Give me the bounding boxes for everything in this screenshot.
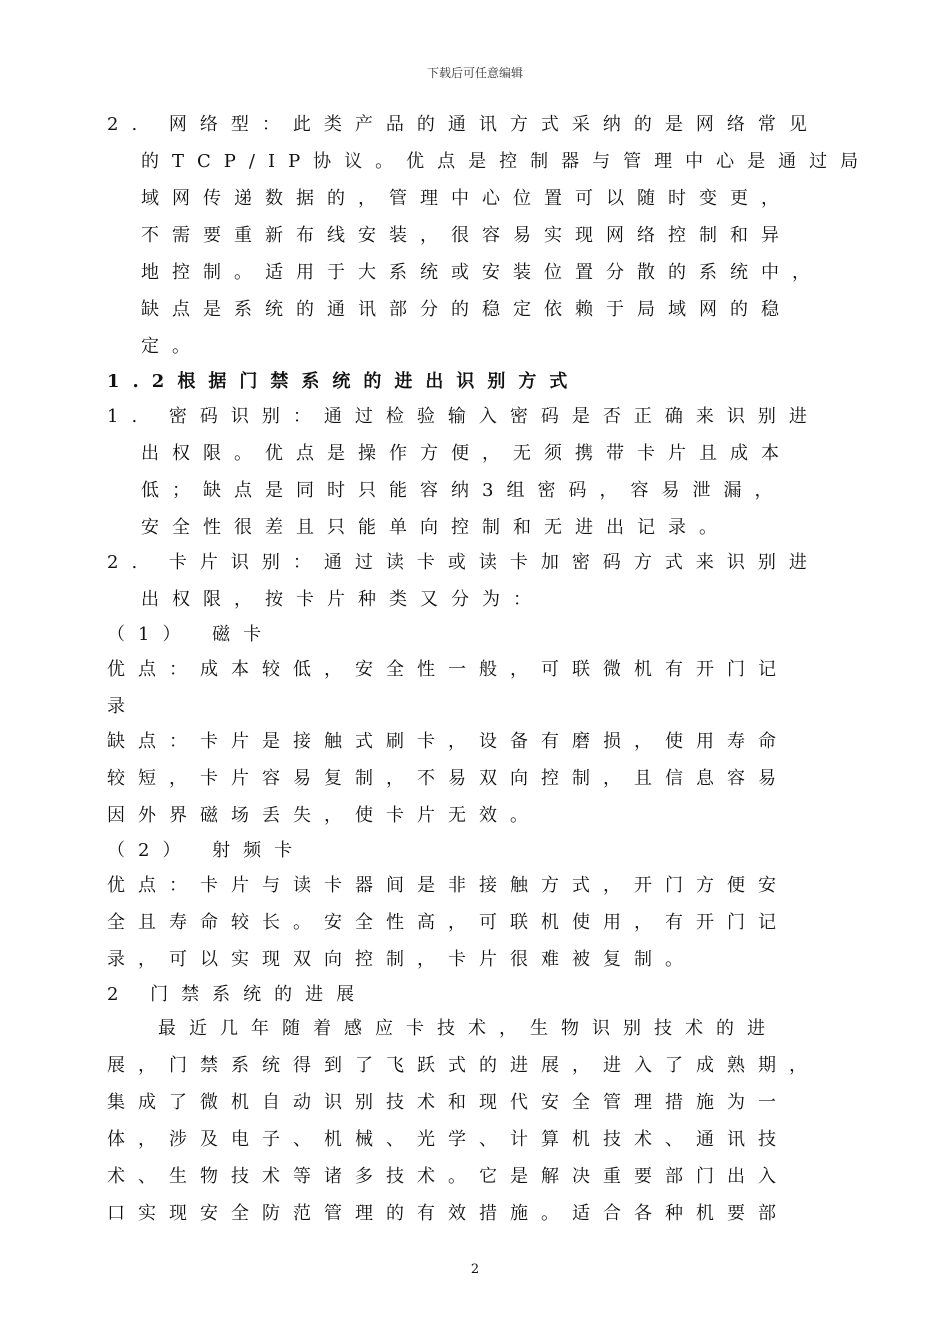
text-line: 口实现安全防范管理的有效措施。适合各种机要部	[107, 1203, 789, 1224]
text-line: 1. 密码识别：通过检验输入密码是否正确来识别进	[107, 406, 820, 427]
text-line: 缺点：卡片是接触式刷卡，设备有磨损，使用寿命	[107, 731, 789, 752]
text-line: 安全性很差且只能单向控制和无进出记录。	[141, 517, 730, 538]
section-heading: 1.2根据门禁系统的进出识别方式	[107, 371, 581, 392]
text-line: 定。	[141, 336, 203, 357]
subheading: （2） 射频卡	[107, 840, 306, 861]
text-line: 集成了微机自动识别技术和现代安全管理措施为一	[107, 1092, 789, 1113]
text-line: 出权限。优点是操作方便，无须携带卡片且成本	[141, 443, 792, 464]
text-line: 缺点是系统的通讯部分的稳定依赖于局域网的稳	[141, 299, 792, 320]
text-line: 录	[107, 696, 138, 717]
text-line: 的TCP/IP协议。优点是控制器与管理中心是通过局	[141, 151, 872, 172]
text-line: 体，涉及电子、机械、光学、计算机技术、通讯技	[107, 1129, 789, 1150]
text-line: 展，门禁系统得到了飞跃式的进展，进入了成熟期，	[107, 1055, 820, 1076]
text-line: 地控制。适用于大系统或安装位置分散的系统中，	[141, 262, 823, 283]
text-line: 录，可以实现双向控制，卡片很难被复制。	[107, 949, 696, 970]
text-line: 优点：成本较低，安全性一般，可联微机有开门记	[107, 659, 789, 680]
text-line: 较短，卡片容易复制，不易双向控制，且信息容易	[107, 768, 789, 789]
text-line: 不需要重新布线安装，很容易实现网络控制和异	[141, 225, 792, 246]
text-line: 2. 卡片识别：通过读卡或读卡加密码方式来识别进	[107, 552, 820, 573]
section-heading: 2 门禁系统的进展	[107, 984, 368, 1005]
text-line: 全且寿命较长。安全性高，可联机使用，有开门记	[107, 912, 789, 933]
page-header: 下载后可任意编辑	[426, 66, 523, 80]
text-line: 低；缺点是同时只能容纳3组密码，容易泄漏，	[141, 480, 786, 501]
text-line: 出权限，按卡片种类又分为：	[141, 589, 544, 610]
text-line: 优点：卡片与读卡器间是非接触方式，开门方便安	[107, 875, 789, 896]
text-line: 2. 网络型：此类产品的通讯方式采纳的是网络常见	[107, 114, 820, 135]
text-line: 术、生物技术等诸多技术。它是解决重要部门出入	[107, 1166, 789, 1187]
page-number: 2	[470, 1262, 480, 1277]
subheading: （1） 磁卡	[107, 624, 275, 645]
text-line: 域网传递数据的，管理中心位置可以随时变更，	[141, 188, 792, 209]
paragraph-first-line: 最近几年随着感应卡技术，生物识别技术的进	[158, 1018, 778, 1039]
text-line: 因外界磁场丢失，使卡片无效。	[107, 805, 541, 826]
